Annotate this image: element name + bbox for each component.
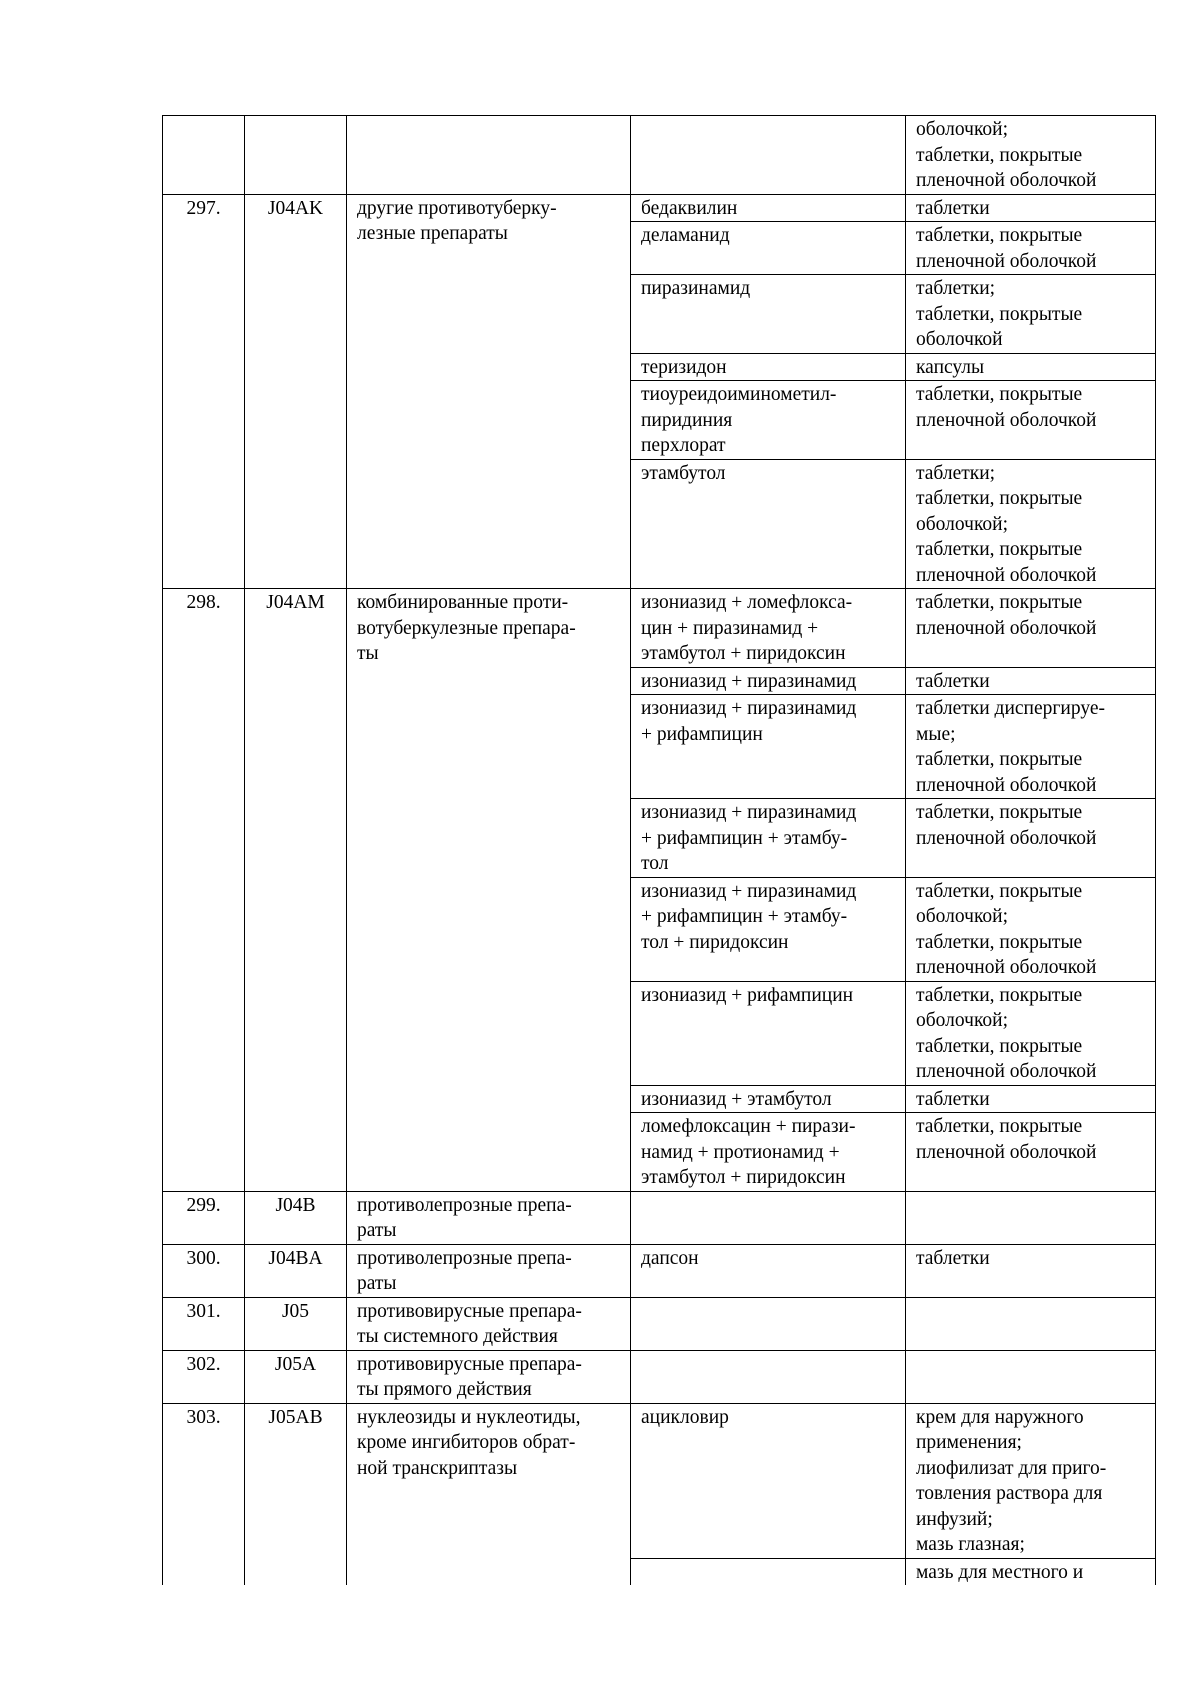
dosage-form-line: пленочной оболочкой bbox=[916, 827, 1097, 849]
dosage-form-line: таблетки; bbox=[916, 278, 996, 299]
dosage-form-line: оболочкой; bbox=[916, 119, 1009, 140]
table-body bbox=[163, 116, 1156, 1586]
table-row bbox=[163, 1403, 1156, 1558]
drug-name-line: бедаквилин bbox=[641, 197, 738, 219]
dosage-form-cell bbox=[906, 116, 1156, 195]
drug-name-cell bbox=[631, 1191, 906, 1244]
group-name-line: противовирусные препара- bbox=[357, 1353, 582, 1375]
dosage-form-line: капсулы bbox=[916, 356, 985, 378]
dosage-form-cell bbox=[906, 1350, 1156, 1403]
atc-code-cell bbox=[245, 589, 347, 1192]
dosage-form-line: оболочкой; bbox=[916, 1010, 1009, 1031]
dosage-form-line: пленочной оболочкой bbox=[916, 170, 1097, 191]
drug-name-line: + рифампицин + этамбу- bbox=[641, 906, 848, 927]
dosage-form-cell bbox=[906, 1085, 1156, 1113]
dosage-form-line: оболочкой; bbox=[916, 906, 1009, 927]
dosage-form-cell bbox=[906, 222, 1156, 275]
group-name-line: кроме ингибиторов обрат- bbox=[357, 1432, 576, 1453]
drug-name-cell bbox=[631, 695, 906, 799]
row-number-cell bbox=[163, 194, 245, 589]
table-row bbox=[163, 589, 1156, 668]
dosage-form-line: таблетки, покрытые bbox=[916, 802, 1083, 823]
atc-code-cell bbox=[245, 1244, 347, 1297]
dosage-form-line: таблетки, покрытые bbox=[916, 1035, 1083, 1057]
drug-name-cell bbox=[631, 589, 906, 668]
drug-name-line: тол bbox=[641, 853, 669, 874]
drug-name-cell bbox=[631, 981, 906, 1085]
row-number: 300. bbox=[186, 1247, 221, 1269]
dosage-form-cell bbox=[906, 799, 1156, 878]
dosage-form-line: таблетки bbox=[916, 1088, 990, 1110]
row-number: 301. bbox=[186, 1300, 221, 1322]
atc-code-cell bbox=[245, 194, 347, 589]
group-name-line: комбинированные проти- bbox=[357, 592, 569, 613]
drug-name-cell bbox=[631, 1297, 906, 1350]
drug-name-line: тол + пиридоксин bbox=[641, 931, 789, 953]
table-row bbox=[163, 194, 1156, 222]
dosage-form-line: таблетки, покрытые bbox=[916, 931, 1083, 953]
row-number: 299. bbox=[186, 1194, 221, 1216]
dosage-form-line: пленочной оболочкой bbox=[916, 617, 1097, 639]
dosage-form-line: таблетки, покрытые bbox=[916, 592, 1083, 613]
group-name-cell bbox=[347, 1350, 631, 1403]
atc-code: J05 bbox=[281, 1300, 310, 1322]
group-name-cell bbox=[347, 589, 631, 1192]
drug-name-cell bbox=[631, 222, 906, 275]
dosage-form-cell bbox=[906, 877, 1156, 981]
row-number-cell bbox=[163, 1297, 245, 1350]
dosage-form-line: мые; bbox=[916, 723, 956, 745]
dosage-form-line: таблетки bbox=[916, 1247, 990, 1269]
group-name-cell bbox=[347, 194, 631, 589]
drug-name-cell bbox=[631, 799, 906, 878]
dosage-form-line: инфузий; bbox=[916, 1508, 993, 1530]
dosage-form-cell bbox=[906, 381, 1156, 460]
table-row bbox=[163, 1191, 1156, 1244]
group-name-cell bbox=[347, 1403, 631, 1585]
dosage-form-line: крем для наружного bbox=[916, 1406, 1084, 1428]
table-row bbox=[163, 1244, 1156, 1297]
atc-code-cell bbox=[245, 1403, 347, 1585]
dosage-form-cell bbox=[906, 275, 1156, 354]
row-number: 298. bbox=[186, 592, 221, 613]
group-name-line: раты bbox=[357, 1273, 397, 1294]
group-name-cell bbox=[347, 1297, 631, 1350]
drug-name-cell bbox=[631, 353, 906, 381]
group-name-cell bbox=[347, 116, 631, 195]
drug-name-line: ломефлоксацин + пирази- bbox=[641, 1116, 856, 1137]
drug-name-line: деламанид bbox=[641, 225, 730, 246]
group-name-line: вотуберкулезные препара- bbox=[357, 617, 576, 639]
row-number-cell bbox=[163, 1191, 245, 1244]
atc-code: J05AB bbox=[268, 1406, 323, 1428]
dosage-form-line: пленочной оболочкой bbox=[916, 1061, 1097, 1082]
medicine-list-table bbox=[162, 115, 1156, 1585]
drug-name-line: изониазид + ломефлокса- bbox=[641, 592, 853, 613]
atc-code-cell bbox=[245, 1297, 347, 1350]
dosage-form-line: оболочкой; bbox=[916, 513, 1009, 535]
dosage-form-cell bbox=[906, 353, 1156, 381]
drug-name-line: тиоуреидоиминометил- bbox=[641, 384, 837, 405]
atc-code-cell bbox=[245, 1191, 347, 1244]
drug-name-cell bbox=[631, 459, 906, 589]
atc-code-cell bbox=[245, 116, 347, 195]
drug-name-cell bbox=[631, 877, 906, 981]
drug-name-line: цин + пиразинамид + bbox=[641, 617, 819, 639]
drug-name-line: изониазид + рифампицин bbox=[641, 984, 854, 1006]
dosage-form-line: таблетки, покрытые bbox=[916, 225, 1083, 246]
row-number: 303. bbox=[186, 1406, 221, 1428]
dosage-form-cell bbox=[906, 459, 1156, 589]
drug-name-cell bbox=[631, 1085, 906, 1113]
table-row bbox=[163, 116, 1156, 195]
group-name-cell bbox=[347, 1191, 631, 1244]
dosage-form-line: мазь глазная; bbox=[916, 1534, 1025, 1555]
dosage-form-line: таблетки, покрытые bbox=[916, 144, 1083, 166]
drug-name-line: изониазид + пиразинамид bbox=[641, 670, 857, 692]
group-name-cell bbox=[347, 1244, 631, 1297]
table-row bbox=[163, 1350, 1156, 1403]
row-number: 297. bbox=[186, 197, 221, 219]
group-name-line: раты bbox=[357, 1220, 397, 1241]
drug-name-line: намид + протионамид + bbox=[641, 1141, 840, 1163]
drug-name-line: пиридиния bbox=[641, 409, 733, 431]
dosage-form-cell bbox=[906, 589, 1156, 668]
group-name-line: ты системного действия bbox=[357, 1326, 558, 1347]
drug-name-cell bbox=[631, 381, 906, 460]
dosage-form-cell bbox=[906, 1403, 1156, 1558]
drug-name-cell bbox=[631, 1403, 906, 1558]
group-name-line: противолепрозные препа- bbox=[357, 1247, 572, 1269]
dosage-form-cell bbox=[906, 1113, 1156, 1192]
drug-name-line: теризидон bbox=[641, 356, 727, 378]
dosage-form-line: таблетки; bbox=[916, 462, 996, 484]
dosage-form-cell bbox=[906, 1558, 1156, 1585]
drug-name-cell bbox=[631, 116, 906, 195]
drug-name-cell bbox=[631, 667, 906, 695]
group-name-line: ты прямого действия bbox=[357, 1379, 532, 1400]
dosage-form-line: пленочной оболочкой bbox=[916, 409, 1097, 431]
dosage-form-line: таблетки диспергируе- bbox=[916, 698, 1105, 719]
drug-name-cell bbox=[631, 1113, 906, 1192]
dosage-form-cell bbox=[906, 194, 1156, 222]
dosage-form-line: таблетки, покрытые bbox=[916, 1116, 1083, 1137]
row-number-cell bbox=[163, 1244, 245, 1297]
row-number-cell bbox=[163, 116, 245, 195]
group-name-line: другие противотуберку- bbox=[357, 197, 557, 219]
drug-name-line: изониазид + пиразинамид bbox=[641, 698, 857, 719]
dosage-form-cell bbox=[906, 667, 1156, 695]
dosage-form-line: товления раствора для bbox=[916, 1483, 1103, 1504]
drug-name-line: этамбутол bbox=[641, 462, 726, 484]
drug-name-cell bbox=[631, 1244, 906, 1297]
drug-name-line: изониазид + пиразинамид bbox=[641, 880, 857, 902]
dosage-form-line: таблетки, покрытые bbox=[916, 880, 1083, 902]
dosage-form-cell bbox=[906, 1244, 1156, 1297]
drug-name-line: изониазид + этамбутол bbox=[641, 1088, 832, 1110]
dosage-form-line: пленочной оболочкой bbox=[916, 250, 1097, 272]
dosage-form-line: таблетки, покрытые bbox=[916, 384, 1083, 405]
group-name-line: ной транскриптазы bbox=[357, 1457, 518, 1479]
drug-name-line: ацикловир bbox=[641, 1406, 729, 1428]
dosage-form-cell bbox=[906, 1297, 1156, 1350]
group-name-line: нуклеозиды и нуклеотиды, bbox=[357, 1406, 581, 1428]
atc-code: J04AK bbox=[267, 197, 324, 219]
group-name-line: противолепрозные препа- bbox=[357, 1194, 572, 1216]
row-number-cell bbox=[163, 1403, 245, 1585]
row-number: 302. bbox=[186, 1353, 221, 1375]
dosage-form-line: лиофилизат для приго- bbox=[916, 1457, 1107, 1479]
dosage-form-line: пленочной оболочкой bbox=[916, 774, 1097, 796]
dosage-form-cell bbox=[906, 695, 1156, 799]
dosage-form-line: таблетки, покрытые bbox=[916, 984, 1083, 1006]
dosage-form-line: пленочной оболочкой bbox=[916, 564, 1097, 586]
drug-name-cell bbox=[631, 194, 906, 222]
dosage-form-line: таблетки bbox=[916, 670, 990, 692]
drug-name-cell bbox=[631, 275, 906, 354]
dosage-form-line: таблетки, покрытые bbox=[916, 749, 1083, 770]
dosage-form-line: пленочной оболочкой bbox=[916, 957, 1097, 978]
dosage-form-line: таблетки, покрытые bbox=[916, 488, 1083, 509]
group-name-line: противовирусные препара- bbox=[357, 1300, 582, 1322]
drug-name-line: дапсон bbox=[641, 1247, 699, 1269]
dosage-form-line: пленочной оболочкой bbox=[916, 1141, 1097, 1163]
drug-name-line: изониазид + пиразинамид bbox=[641, 802, 857, 823]
group-name-line: ты bbox=[357, 643, 379, 664]
dosage-form-line: применения; bbox=[916, 1432, 1022, 1453]
drug-name-line: + рифампицин + этамбу- bbox=[641, 827, 848, 849]
row-number-cell bbox=[163, 589, 245, 1192]
dosage-form-cell bbox=[906, 981, 1156, 1085]
row-number-cell bbox=[163, 1350, 245, 1403]
dosage-form-line: таблетки bbox=[916, 197, 990, 219]
drug-name-line: этамбутол + пиридоксин bbox=[641, 1167, 846, 1188]
drug-name-line: этамбутол + пиридоксин bbox=[641, 643, 846, 664]
dosage-form-cell bbox=[906, 1191, 1156, 1244]
drug-name-line: перхлорат bbox=[641, 435, 726, 456]
table-row bbox=[163, 1297, 1156, 1350]
drug-name-cell bbox=[631, 1558, 906, 1585]
document-page bbox=[162, 115, 1155, 1585]
atc-code: J05A bbox=[274, 1353, 317, 1375]
atc-code-cell bbox=[245, 1350, 347, 1403]
dosage-form-line: таблетки, покрытые bbox=[916, 303, 1083, 325]
group-name-line: лезные препараты bbox=[357, 223, 508, 244]
drug-name-line: пиразинамид bbox=[641, 278, 751, 299]
drug-name-cell bbox=[631, 1350, 906, 1403]
atc-code: J04B bbox=[275, 1194, 316, 1216]
dosage-form-line: оболочкой bbox=[916, 329, 1003, 350]
dosage-form-line: мазь для местного и bbox=[916, 1561, 1084, 1583]
atc-code: J04BA bbox=[268, 1247, 323, 1269]
dosage-form-line: таблетки, покрытые bbox=[916, 539, 1083, 560]
drug-name-line: + рифампицин bbox=[641, 723, 763, 745]
atc-code: J04AM bbox=[266, 592, 325, 613]
